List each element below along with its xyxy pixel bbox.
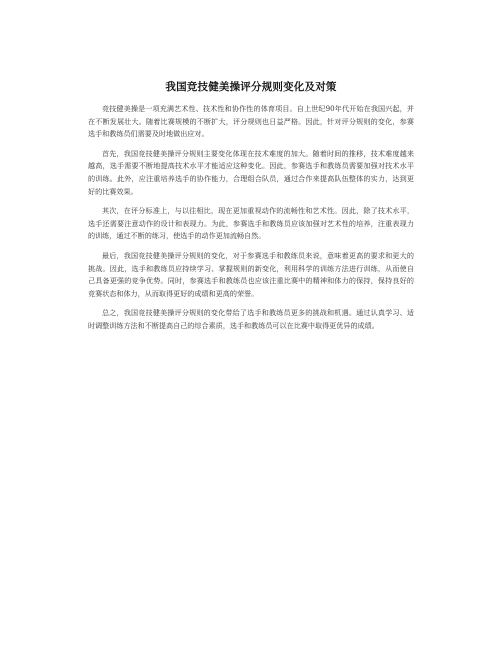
paragraph-first: 首先，我国竞技健美操评分规则主要变化体现在技术难度的加大。随着时间的推移，技术难度越来越高，选手需要不断地提高技术水平才能适应这种变化。因此，参赛选手和教练员需要加强对技术水平的训练。此外，应注重培养选手的协作能力，合理组合队员，通过合作来提高队伍整体的实力，达到更好的比赛效果。 bbox=[88, 148, 414, 196]
paragraph-conclusion: 总之，我国竞技健美操评分规则的变化带给了选手和教练员更多的挑战和机遇。通过认真学习、适时调整训练方法和不断提高自己的综合素质，选手和教练员可以在比赛中取得更优异的成绩。 bbox=[88, 308, 414, 330]
paragraph-intro: 竞技健美操是一项充满艺术性、技术性和协作性的体育项目。自上世纪90年代开始在我国兴起，并在不断发展壮大。随着比赛规模的不断扩大，评分规则也日益严格。因此，针对评分规则的变化，参赛选手和教练员们需要及时地做出应对。 bbox=[88, 104, 414, 139]
document-body bbox=[88, 103, 414, 340]
document-title: 我国竞技健美操评分规则变化及对策 bbox=[165, 81, 337, 93]
paragraph-second: 其次，在评分标准上，与以往相比，现在更加重视动作的流畅性和艺术性。因此，除了技术水平，选手还需要注意动作的设计和表现力。为此，参赛选手和教练员应该加强对艺术性的培养，注重表现力的训练，通过不断的练习，使选手的动作更加流畅自然。 bbox=[88, 206, 414, 241]
paragraph-last: 最后，我国竞技健美操评分规则的变化，对于参赛选手和教练员来说，意味着更高的要求和更大的挑战。因此，选手和教练员应持续学习、掌握规则的新变化，利用科学的训练方法进行训练，从而使自己具备更强的竞争优势。同时，参赛选手和教练员也应该注重比赛中的精神和体力的保持，保持良好的竞赛状态和体力，从而取得更好的成绩和更高的荣誉。 bbox=[88, 250, 414, 298]
